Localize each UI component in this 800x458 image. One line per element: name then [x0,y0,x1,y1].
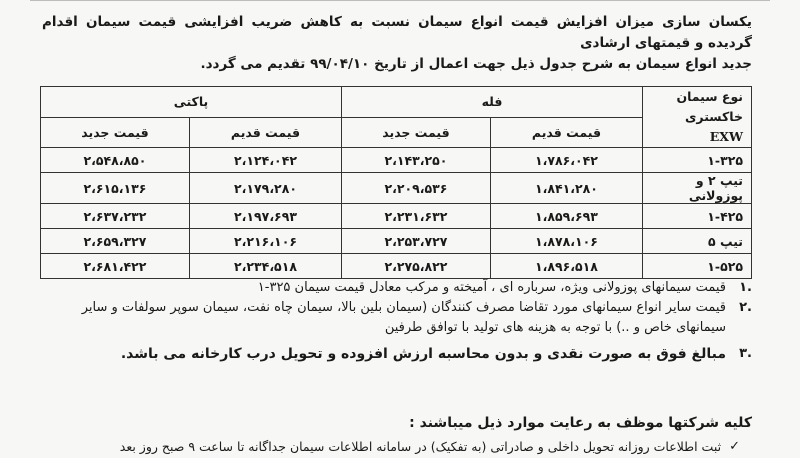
checkmark-icon: ✓ [729,439,740,454]
note-number: .۲ [739,300,752,315]
packed-old-price: ۲،۱۹۷،۶۹۳ [189,204,341,229]
intro-line-1: یکسان سازی میزان افزایش قیمت انواع سیمان نسبت به کاهش ضریب افزایشی قیمت سیمان اقدام گردیده و قیمتهای ارشادی [42,14,752,51]
packed-new-price: ۲،۵۴۸،۸۵۰ [41,148,190,173]
bulk-old-price: ۱،۸۷۸،۱۰۶ [490,229,642,254]
packed-old-price: ۲،۱۲۴،۰۴۲ [189,148,341,173]
packed-old-price: ۲،۲۳۴،۵۱۸ [189,254,341,279]
packed-header: پاکتی [41,87,342,118]
packed-new-price: ۲،۶۵۹،۳۲۷ [41,229,190,254]
note-text: مبالغ فوق به صورت نقدی و بدون محاسبه ارزش افزوده و تحویل درب کارخانه می باشد. [120,346,726,362]
note-number: .۳ [739,346,752,361]
bulk-old-price: ۱،۷۸۶،۰۴۲ [490,148,642,173]
bulk-old-header: قیمت قدیم [490,117,642,148]
table-header-row-1 [41,87,752,118]
type-header [643,87,752,148]
row-type: تیپ ۵ [643,229,752,254]
type-header-line-1: نوع سیمان خاکستری [676,89,743,124]
bulk-new-price: ۲،۲۰۹،۵۳۶ [342,173,491,204]
list-item [40,438,740,456]
row-type: ۱-۵۲۵ [643,254,752,279]
table-row [41,148,752,173]
notes-list [32,278,752,364]
bulk-old-price: ۱،۸۴۱،۲۸۰ [490,173,642,204]
top-rule [30,0,770,5]
cement-price-table [40,86,752,279]
table-row [41,254,752,279]
intro-paragraph [42,12,752,75]
table-row [41,173,752,204]
list-item [32,344,752,364]
list-item [32,298,752,338]
row-type: تیپ ۲ و پوزولانی [643,173,752,204]
packed-old-header: قیمت قدیم [189,117,341,148]
packed-old-price: ۲،۱۷۹،۲۸۰ [189,173,341,204]
packed-new-price: ۲،۶۸۱،۴۲۲ [41,254,190,279]
table-row [41,229,752,254]
bulk-header: فله [342,87,643,118]
obligations-heading: کلیه شرکتها موظف به رعایت موارد ذیل میباشند : [409,415,752,431]
bullet-text: ثبت اطلاعات روزانه تحویل داخلی و صادراتی (به تفکیک) در سامانه اطلاعات سیمان جداگانه تا ساعت ۹ صبح روز بعد [119,439,722,454]
packed-new-price: ۲،۶۱۵،۱۳۶ [41,173,190,204]
bulk-new-header: قیمت جدید [342,117,491,148]
bulk-old-price: ۱،۸۵۹،۶۹۳ [490,204,642,229]
table-row [41,204,752,229]
row-type: ۱-۴۲۵ [643,204,752,229]
bulk-new-price: ۲،۲۵۳،۷۲۷ [342,229,491,254]
bulk-old-price: ۱،۸۹۶،۵۱۸ [490,254,642,279]
intro-line-2: جدید انواع سیمان به شرح جدول ذیل جهت اعمال از تاریخ ۹۹/۰۴/۱۰ تقدیم می گردد. [200,56,752,72]
note-text: قیمت سایر انواع سیمانهای مورد تقاضا مصرف کنندگان (سیمان بلین بالا، سیمان چاه نفت، سیمان سوپر سولفات و سایر سیمانهای خاص و ..) با توجه به هزینه های تولید با توافق طرفین [81,300,726,335]
packed-old-price: ۲،۲۱۶،۱۰۶ [189,229,341,254]
bulk-new-price: ۲،۲۳۱،۶۳۲ [342,204,491,229]
type-header-line-2: EXW [709,129,743,144]
list-item [32,278,752,298]
note-number: .۱ [739,280,752,295]
note-text: قیمت سیمانهای پوزولانی ویژه، سرباره ای ، آمیخته و مرکب معادل قیمت سیمان ۳۲۵-۱ [257,280,726,295]
row-type: ۱-۳۲۵ [643,148,752,173]
packed-new-price: ۲،۶۳۷،۲۳۲ [41,204,190,229]
bulk-new-price: ۲،۲۷۵،۸۲۲ [342,254,491,279]
bulk-new-price: ۲،۱۴۳،۲۵۰ [342,148,491,173]
packed-new-header: قیمت جدید [41,117,190,148]
